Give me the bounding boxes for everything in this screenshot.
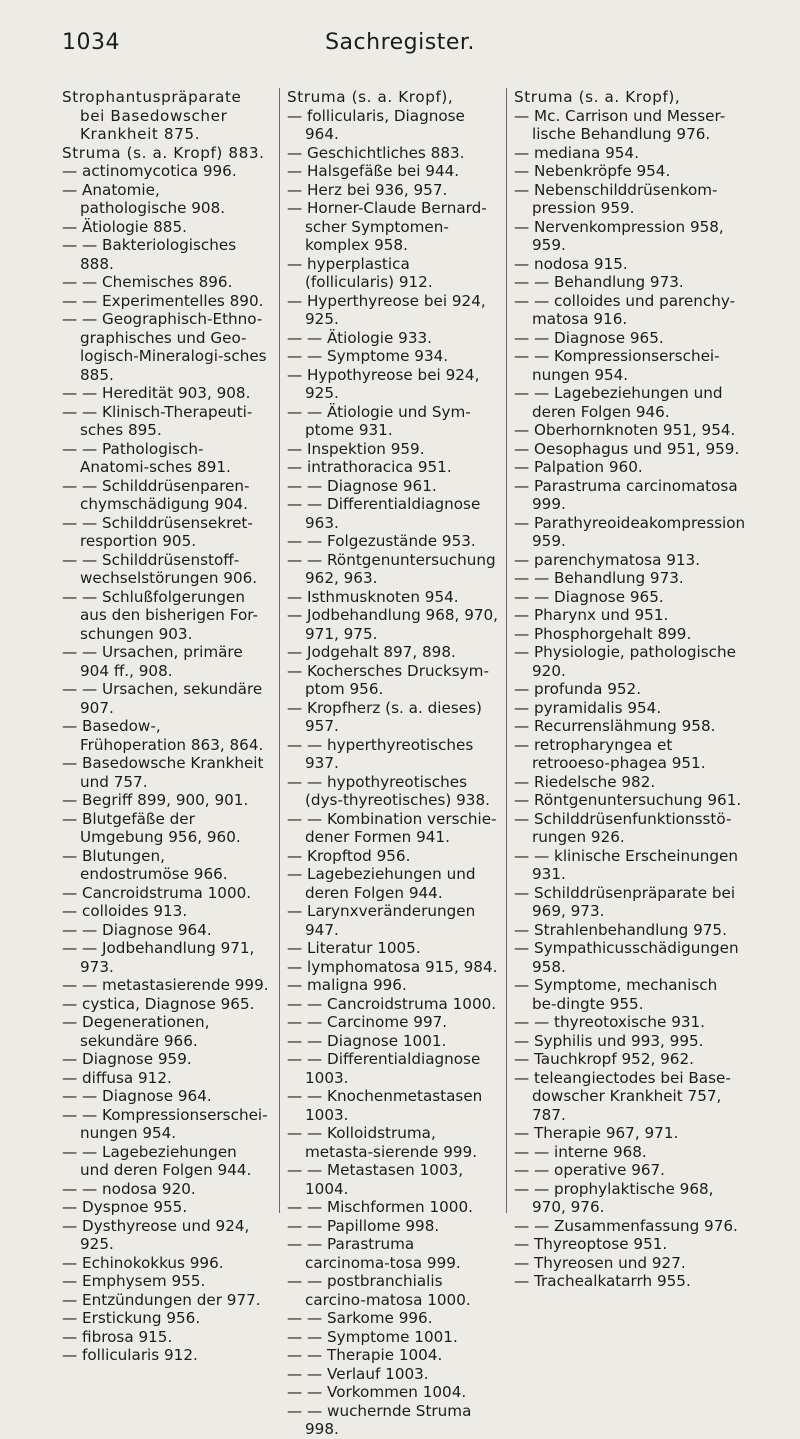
index-entry: — Herz bei 936, 957. (287, 180, 448, 199)
index-entry: — — hypothyreotisches (dys-thyreotisches) 938. (287, 772, 490, 809)
index-entry: — Physiologie, pathologische 920. (514, 643, 741, 680)
index-entry: — Geschichtliches 883. (287, 143, 465, 162)
index-entry: — — Heredität 903, 908. (62, 384, 251, 402)
index-entry: — Parastruma carcinomatosa 999. (514, 476, 743, 513)
index-entry: — Schilddrüsenfunktionsstö-rungen 926. (514, 809, 732, 846)
index-entry: — — Sarkome 996. (287, 1309, 433, 1327)
index-entry: — profunda 952. (514, 680, 642, 698)
index-entry: — Pharynx und 951. (514, 606, 669, 624)
index-entry: — — Behandlung 973. (514, 273, 684, 291)
index-entry: — — Differentialdiagnose 1003. (287, 1050, 486, 1087)
index-entry: — — Knochenmetastasen 1003. (287, 1087, 488, 1124)
index-entry: — Entzündungen der 977. (62, 1290, 261, 1309)
index-entry: — Lagebeziehungen und deren Folgen 944. (287, 865, 481, 902)
index-entry: — — Cancroidstruma 1000. (287, 994, 497, 1013)
index-entry: — Recurrenslähmung 958. (514, 717, 716, 735)
index-entry: — Hypothyreose bei 924, 925. (287, 365, 485, 402)
index-entry: — — Carcinome 997. (287, 1013, 448, 1031)
index-entry: — actinomycotica 996. (62, 162, 237, 180)
index-column-3 (514, 88, 750, 1290)
index-entry: — Kochersches Drucksym-ptom 956. (287, 661, 489, 698)
index-entry: — follicularis, Diagnose 964. (287, 106, 470, 143)
index-entry: — Dysthyreose und 924, 925. (62, 1216, 255, 1253)
index-entry: — Röntgenuntersuchung 961. (514, 791, 742, 809)
index-entry: — Tauchkropf 952, 962. (514, 1050, 694, 1068)
index-entry: — — colloides und parenchy-matosa 916. (514, 291, 736, 328)
index-entry: — — Diagnose 964. (62, 920, 212, 939)
index-entry: — — Symptome 1001. (287, 1327, 458, 1346)
index-entry: — — Schilddrüsensekret-resportion 905. (62, 513, 253, 550)
index-entry: Struma (s. a. Kropf), (287, 88, 454, 106)
index-entry: — Nervenkompression 958, 959. (514, 217, 729, 254)
index-entry: — lymphomatosa 915, 984. (287, 957, 498, 976)
index-entry: — — Chemisches 896. (62, 273, 233, 291)
index-entry: — teleangiectodes bei Base-dowscher Krankheit 757, 787. (514, 1068, 731, 1124)
index-entry: — Schilddrüsenpräparate bei 969, 973. (514, 883, 740, 920)
index-entry: — — Ursachen, sekundäre 907. (62, 680, 268, 717)
index-entry: — Jodbehandlung 968, 970, 971, 975. (287, 606, 503, 643)
index-entry: — — Ätiologie und Sym-ptome 931. (287, 402, 471, 439)
index-entry: — Sympathicusschädigungen 958. (514, 939, 744, 976)
index-entry: — — Papillome 998. (287, 1216, 440, 1235)
index-entry: — — Symptome 934. (287, 347, 449, 365)
index-entry: Struma (s. a. Kropf) 883. (62, 143, 265, 162)
index-entry: — — Ätiologie 933. (287, 328, 432, 347)
index-entry: — — wuchernde Struma 998. (287, 1401, 477, 1438)
index-entry: — Nebenschilddrüsenkom-pression 959. (514, 180, 718, 217)
index-entry: — Blutgefäße der Umgebung 956, 960. (62, 809, 241, 846)
index-entry: — Literatur 1005. (287, 939, 421, 957)
index-entry: — Halsgefäße bei 944. (287, 162, 460, 180)
index-column-2 (287, 88, 503, 1438)
column-divider (279, 88, 280, 1213)
index-entry: — — postbranchialis carcino-matosa 1000. (287, 1272, 471, 1309)
index-entry: — Blutungen, endostrumöse 966. (62, 846, 228, 883)
index-entry: — — Diagnose 964. (62, 1087, 212, 1105)
index-entry: — — Kombination verschie-dener Formen 941. (287, 809, 497, 846)
index-entry: — — Kompressionserschei-nungen 954. (514, 347, 720, 384)
index-entry: — Anatomie, pathologische 908. (62, 180, 226, 217)
index-entry: — — metastasierende 999. (62, 976, 269, 994)
index-entry: — Kropftod 956. (287, 846, 411, 865)
index-entry: — maligna 996. (287, 976, 407, 994)
index-entry: — retropharyngea et retrooeso-phagea 951. (514, 735, 706, 772)
index-entry: — pyramidalis 954. (514, 698, 662, 717)
index-entry: — Symptome, mechanisch be-dingte 955. (514, 976, 723, 1013)
index-entry: — Begriff 899, 900, 901. (62, 791, 249, 809)
index-entry: — — Therapie 1004. (287, 1346, 443, 1364)
index-entry: — parenchymatosa 913. (514, 550, 701, 569)
column-divider (506, 88, 507, 1213)
index-entry: — — Lagebeziehungen und deren Folgen 944. (62, 1142, 252, 1179)
index-entry: — Ätiologie 885. (62, 217, 187, 236)
index-entry: — Oesophagus und 951, 959. (514, 439, 740, 458)
index-entry: — Erstickung 956. (62, 1309, 201, 1327)
index-entry: — Strahlenbehandlung 975. (514, 920, 727, 939)
index-entry: — mediana 954. (514, 143, 639, 162)
index-entry: — — Vorkommen 1004. (287, 1383, 467, 1401)
index-entry: — — Parastruma carcinoma-tosa 999. (287, 1235, 461, 1272)
index-entry: — Thyreosen und 927. (514, 1253, 686, 1272)
index-entry: — diffusa 912. (62, 1068, 172, 1087)
index-entry: — — Diagnose 1001. (287, 1031, 447, 1050)
index-entry: — — Diagnose 965. (514, 587, 664, 606)
index-entry: — — Kolloidstruma, metasta-sierende 999. (287, 1124, 478, 1161)
index-entry: — — Zusammenfassung 976. (514, 1216, 738, 1235)
index-entry: — Palpation 960. (514, 458, 643, 476)
index-entry: — intrathoracica 951. (287, 458, 452, 476)
index-entry: — — Geographisch-Ethno-graphisches und Geo-logisch-Mineralogi-sches 885. (62, 310, 272, 384)
index-entry: — — Verlauf 1003. (287, 1364, 429, 1383)
index-entry: — — Jodbehandlung 971, 973. (62, 939, 260, 976)
index-entry: — Oberhornknoten 951, 954. (514, 421, 736, 439)
index-entry: — Hyperthyreose bei 924, 925. (287, 291, 491, 328)
index-entry: — — Schlußfolgerungen aus den bisherigen For-schungen 903. (62, 587, 258, 643)
page-header (0, 30, 800, 70)
index-entry: — — interne 968. (514, 1142, 647, 1161)
index-entry: — Parathyreoideakompression 959. (514, 513, 750, 550)
index-entry: — colloides 913. (62, 902, 188, 920)
page-number: 1034 (62, 30, 120, 55)
index-entry: Struma (s. a. Kropf), (514, 88, 681, 106)
index-entry: — — prophylaktische 968, 970, 976. (514, 1179, 719, 1216)
index-entry: — — Schilddrüsenparen-chymschädigung 904. (62, 476, 250, 513)
index-entry: — Thyreoptose 951. (514, 1235, 668, 1253)
index-entry: — Riedelsche 982. (514, 772, 656, 791)
index-entry: — — Experimentelles 890. (62, 291, 264, 310)
index-entry: Strophantuspräparate bei Basedowscher Krankheit 875. (62, 88, 247, 143)
index-entry: — — Lagebeziehungen und deren Folgen 946. (514, 384, 728, 421)
index-entry: — Mc. Carrison und Messer-lische Behandlung 976. (514, 106, 726, 143)
index-entry: — hyperplastica (follicularis) 912. (287, 254, 433, 291)
index-entry: — — Pathologisch-Anatomi-sches 891. (62, 439, 231, 476)
index-entry: — nodosa 915. (514, 254, 628, 273)
index-entry: — — hyperthyreotisches 937. (287, 735, 479, 772)
index-entry: — Degenerationen, sekundäre 966. (62, 1013, 215, 1050)
index-entry: — Horner-Claude Bernard-scher Symptomen-komplex 958. (287, 199, 487, 254)
page-title: Sachregister. (325, 30, 475, 55)
index-entry: — — Schilddrüsenstoff-wechselstörungen 906. (62, 550, 258, 587)
index-entry: — — Ursachen, primäre 904 ff., 908. (62, 643, 248, 680)
index-entry: — — Differentialdiagnose 963. (287, 495, 486, 532)
index-entry: — — Behandlung 973. (514, 569, 684, 587)
index-entry: — follicularis 912. (62, 1346, 198, 1364)
index-entry: — — Klinisch-Therapeuti-sches 895. (62, 402, 253, 439)
index-entry: — Kropfherz (s. a. dieses) 957. (287, 698, 487, 735)
index-entry: — — Metastasen 1003, 1004. (287, 1161, 468, 1198)
index-entry: — cystica, Diagnose 965. (62, 994, 255, 1013)
index-entry: — Trachealkatarrh 955. (514, 1272, 691, 1290)
index-entry: — Echinokokkus 996. (62, 1253, 224, 1272)
index-entry: — — nodosa 920. (62, 1179, 196, 1198)
index-entry: — — Diagnose 965. (514, 328, 664, 347)
index-entry: — — Folgezustände 953. (287, 532, 476, 550)
index-entry: — Phosphorgehalt 899. (514, 624, 692, 643)
index-entry: — Emphysem 955. (62, 1272, 206, 1290)
index-entry: — Inspektion 959. (287, 439, 425, 458)
index-entry: — Basedow-, Frühoperation 863, 864. (62, 717, 264, 754)
index-entry: — fibrosa 915. (62, 1327, 173, 1346)
index-entry: — — Kompressionserschei-nungen 954. (62, 1105, 268, 1142)
index-entry: — Isthmusknoten 954. (287, 587, 459, 606)
index-entry: — — Diagnose 961. (287, 476, 437, 495)
index-entry: — Cancroidstruma 1000. (62, 883, 252, 902)
index-entry: — Jodgehalt 897, 898. (287, 643, 456, 661)
index-entry: — Basedowsche Krankheit und 757. (62, 754, 269, 791)
index-entry: — — Mischformen 1000. (287, 1198, 473, 1216)
index-entry: — Diagnose 959. (62, 1050, 192, 1068)
index-entry: — — klinische Erscheinungen 931. (514, 846, 743, 883)
index-entry: — Nebenkröpfe 954. (514, 162, 671, 180)
index-entry: — — Bakteriologisches 888. (62, 236, 241, 273)
index-entry: — — thyreotoxische 931. (514, 1013, 706, 1031)
index-entry: — — Röntgenuntersuchung 962, 963. (287, 550, 501, 587)
index-entry: — Therapie 967, 971. (514, 1124, 679, 1142)
index-entry: — Syphilis und 993, 995. (514, 1031, 704, 1050)
index-entry: — Larynxveränderungen 947. (287, 902, 481, 939)
index-entry: — — operative 967. (514, 1161, 666, 1179)
index-entry: — Dyspnoe 955. (62, 1198, 188, 1216)
index-column-1 (62, 88, 272, 1364)
